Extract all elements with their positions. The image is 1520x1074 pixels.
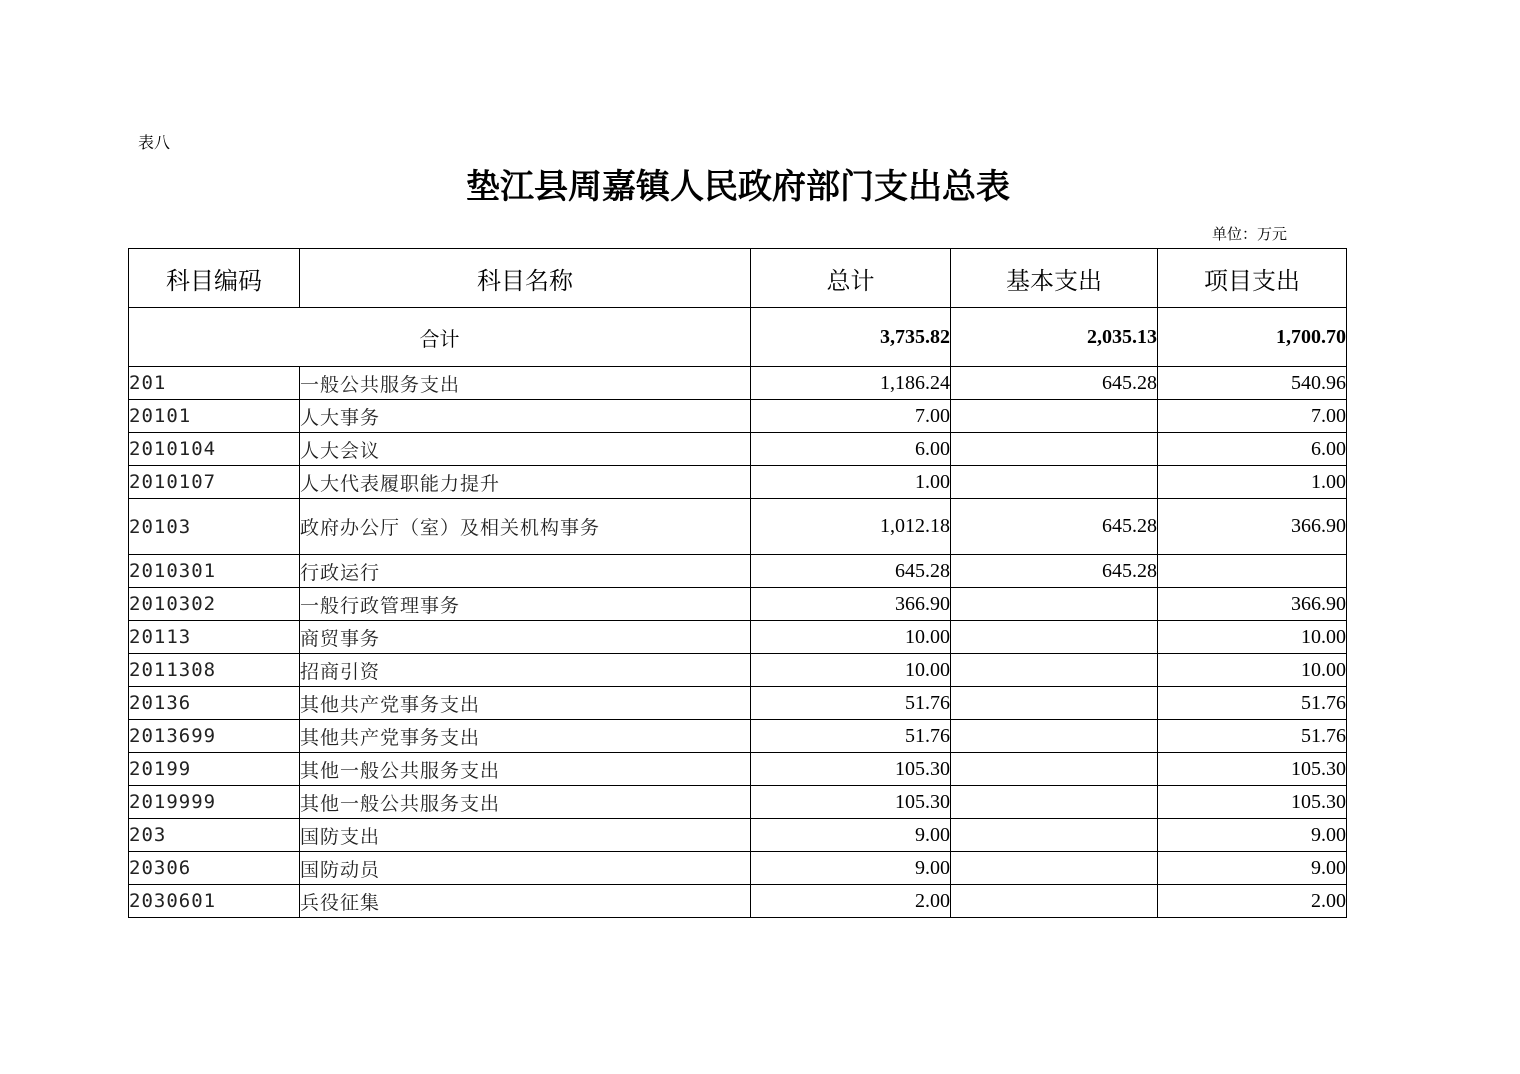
unit-note: 单位：万元 [1212, 225, 1288, 243]
cell-code: 20101 [129, 400, 300, 433]
cell-project: 51.76 [1158, 720, 1347, 753]
cell-name: 政府办公厅（室）及相关机构事务 [300, 499, 751, 555]
cell-project: 1.00 [1158, 466, 1347, 499]
table-row [129, 786, 1347, 819]
cell-total: 1,012.18 [751, 499, 951, 555]
header-row [129, 249, 1347, 308]
cell-code: 20103 [129, 499, 300, 555]
table-row [129, 367, 1347, 400]
table-row [129, 499, 1347, 555]
cell-total: 105.30 [751, 753, 951, 786]
cell-code: 203 [129, 819, 300, 852]
cell-basic [951, 753, 1158, 786]
table-row [129, 819, 1347, 852]
cell-basic: 645.28 [951, 555, 1158, 588]
cell-total: 1.00 [751, 466, 951, 499]
cell-project: 9.00 [1158, 819, 1347, 852]
cell-basic [951, 466, 1158, 499]
cell-basic [951, 819, 1158, 852]
cell-code: 2011308 [129, 654, 300, 687]
cell-total: 645.28 [751, 555, 951, 588]
cell-name: 商贸事务 [300, 621, 751, 654]
cell-total: 7.00 [751, 400, 951, 433]
cell-total: 10.00 [751, 654, 951, 687]
cell-basic [951, 687, 1158, 720]
column-header-total: 总计 [751, 249, 951, 308]
cell-code: 2019999 [129, 786, 300, 819]
cell-basic: 645.28 [951, 367, 1158, 400]
cell-project: 10.00 [1158, 621, 1347, 654]
cell-project: 105.30 [1158, 786, 1347, 819]
cell-basic [951, 654, 1158, 687]
cell-name: 人大代表履职能力提升 [300, 466, 751, 499]
cell-basic: 645.28 [951, 499, 1158, 555]
cell-name: 其他一般公共服务支出 [300, 753, 751, 786]
column-header-project: 项目支出 [1158, 249, 1347, 308]
column-header-basic: 基本支出 [951, 249, 1158, 308]
total-project-value: 1,700.70 [1158, 308, 1347, 367]
total-value: 3,735.82 [751, 308, 951, 367]
cell-total: 51.76 [751, 687, 951, 720]
cell-name: 一般公共服务支出 [300, 367, 751, 400]
cell-name: 行政运行 [300, 555, 751, 588]
cell-code: 20113 [129, 621, 300, 654]
cell-basic [951, 885, 1158, 918]
cell-code: 20199 [129, 753, 300, 786]
cell-code: 20306 [129, 852, 300, 885]
page-title: 垫江县周嘉镇人民政府部门支出总表 [466, 167, 1010, 207]
cell-basic [951, 720, 1158, 753]
cell-code: 2010104 [129, 433, 300, 466]
cell-project: 7.00 [1158, 400, 1347, 433]
cell-name: 招商引资 [300, 654, 751, 687]
cell-name: 国防动员 [300, 852, 751, 885]
cell-total: 1,186.24 [751, 367, 951, 400]
cell-name: 人大事务 [300, 400, 751, 433]
cell-project: 366.90 [1158, 499, 1347, 555]
cell-name: 其他一般公共服务支出 [300, 786, 751, 819]
total-basic-value: 2,035.13 [951, 308, 1158, 367]
cell-project: 6.00 [1158, 433, 1347, 466]
cell-total: 9.00 [751, 852, 951, 885]
cell-name: 兵役征集 [300, 885, 751, 918]
table-row [129, 720, 1347, 753]
cell-total: 9.00 [751, 819, 951, 852]
cell-total: 51.76 [751, 720, 951, 753]
cell-basic [951, 786, 1158, 819]
cell-basic [951, 400, 1158, 433]
cell-project: 105.30 [1158, 753, 1347, 786]
cell-total: 6.00 [751, 433, 951, 466]
cell-name: 一般行政管理事务 [300, 588, 751, 621]
column-header-code: 科目编码 [129, 249, 300, 308]
cell-name: 其他共产党事务支出 [300, 720, 751, 753]
cell-project: 51.76 [1158, 687, 1347, 720]
cell-project: 9.00 [1158, 852, 1347, 885]
cell-code: 20136 [129, 687, 300, 720]
cell-code: 2010302 [129, 588, 300, 621]
table-row [129, 466, 1347, 499]
cell-code: 2013699 [129, 720, 300, 753]
cell-total: 105.30 [751, 786, 951, 819]
total-row [129, 308, 1347, 367]
table-label: 表八 [138, 133, 171, 152]
cell-name: 人大会议 [300, 433, 751, 466]
table-row [129, 433, 1347, 466]
cell-code: 2010107 [129, 466, 300, 499]
table-row [129, 621, 1347, 654]
cell-basic [951, 621, 1158, 654]
table-row [129, 852, 1347, 885]
table-row [129, 753, 1347, 786]
expense-table [128, 248, 1347, 918]
table-row [129, 687, 1347, 720]
table-row [129, 588, 1347, 621]
cell-total: 2.00 [751, 885, 951, 918]
cell-project: 540.96 [1158, 367, 1347, 400]
column-header-name: 科目名称 [300, 249, 751, 308]
cell-basic [951, 588, 1158, 621]
cell-name: 国防支出 [300, 819, 751, 852]
cell-project: 10.00 [1158, 654, 1347, 687]
cell-name: 其他共产党事务支出 [300, 687, 751, 720]
table-row [129, 555, 1347, 588]
cell-project: 2.00 [1158, 885, 1347, 918]
cell-basic [951, 852, 1158, 885]
cell-code: 2010301 [129, 555, 300, 588]
table-row [129, 885, 1347, 918]
cell-total: 366.90 [751, 588, 951, 621]
cell-basic [951, 433, 1158, 466]
cell-project: 366.90 [1158, 588, 1347, 621]
total-label: 合计 [129, 308, 751, 367]
cell-project [1158, 555, 1347, 588]
table-row [129, 400, 1347, 433]
cell-total: 10.00 [751, 621, 951, 654]
table-row [129, 654, 1347, 687]
cell-code: 2030601 [129, 885, 300, 918]
cell-code: 201 [129, 367, 300, 400]
